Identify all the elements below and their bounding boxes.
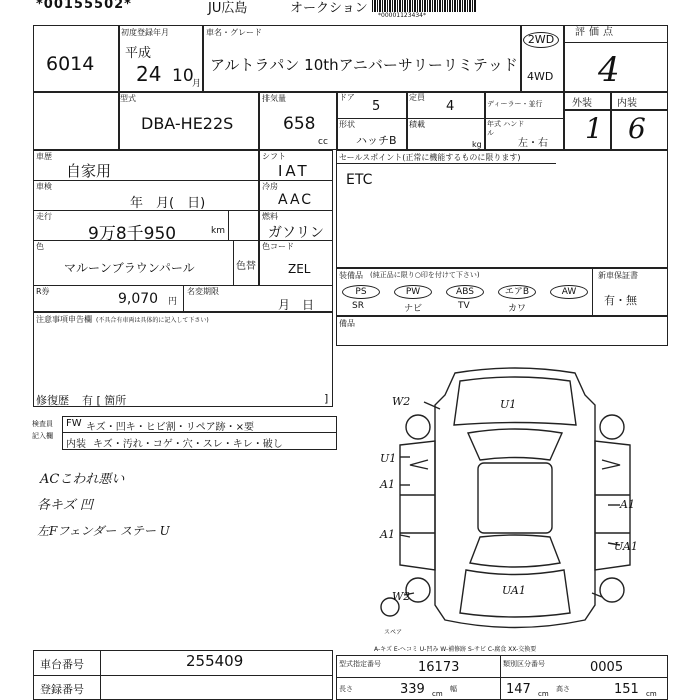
equipment-ps: PS (342, 285, 380, 299)
damage-mark-a1-right-rear: UA1 (614, 540, 638, 553)
inspection-value: 年 月( 日) (130, 196, 206, 211)
serial-number: *00155502* (36, 0, 132, 12)
usage-label: 車歴 (36, 152, 52, 161)
damage-legend: A-キズ E-ヘコミ U-凹み W-補修跡 S-サビ C-腐食 XX-交換要 (374, 646, 537, 653)
equipment-pw: PW (394, 285, 432, 299)
barcode (372, 0, 476, 12)
registration-number-label: 登録番号 (40, 683, 84, 696)
color-label: 色 (36, 242, 44, 251)
height-label: 高さ (556, 685, 570, 693)
fuel-value: ガソリン (268, 225, 324, 241)
fuel-label: 燃料 (262, 212, 278, 221)
body-shape-label: 形状 (339, 120, 355, 129)
damage-mark-ua1-rear: UA1 (502, 584, 526, 597)
inspector-label-top: 検査員 (32, 420, 53, 428)
damage-mark-a1-left-rear: A1 (380, 528, 395, 541)
equipment-leather: カワ (508, 304, 527, 314)
mileage-value: 9万8千950 (88, 224, 177, 244)
extras-box (336, 316, 668, 346)
class-number: 0005 (590, 660, 624, 675)
model-code: DBA-HE22S (141, 114, 234, 133)
width-unit: cm (538, 690, 549, 698)
extras-label: 備品 (339, 319, 355, 328)
registration-month-suffix: 月 (192, 79, 202, 89)
name-change-value: 月 日 (278, 298, 315, 312)
chassis-label: 車台番号 (40, 658, 84, 671)
shift-value: IAT (278, 162, 310, 180)
exterior-label: 外装 (572, 98, 592, 109)
score-value: 4 (598, 50, 620, 90)
sales-point-label: セールスポイント(正常に機能するものに限ります) (339, 153, 521, 162)
equipment-tv: TV (458, 301, 470, 311)
lot-number: 6014 (46, 53, 95, 75)
color-value: マルーンブラウンパール (64, 261, 195, 275)
doors-value: 5 (372, 99, 381, 114)
handle-value: 左・右 (518, 138, 548, 149)
recycle-unit: 円 (168, 297, 178, 307)
exterior-score: 1 (585, 112, 603, 145)
length-value: 339 (400, 682, 425, 697)
damage-mark-u1-hood: U1 (500, 398, 517, 411)
spare-label: スペア (384, 629, 403, 636)
usage-value: 自家用 (66, 162, 112, 180)
recycle-label: R券 (36, 287, 50, 296)
shift-label: シフト (262, 152, 286, 161)
interior-label: 内装 (617, 98, 637, 109)
body-shape-value: ハッチB (356, 134, 397, 147)
displacement-label: 排気量 (262, 94, 286, 103)
name-change-label: 名変期限 (187, 287, 219, 296)
width-label: 幅 (450, 685, 457, 693)
length-unit: cm (432, 690, 443, 698)
auction-name: JU広島 (208, 1, 248, 16)
recycle-value: 9,070 (118, 291, 159, 307)
score-label: 評価点 (575, 27, 617, 38)
displacement-value: 658 (283, 114, 316, 134)
registration-label: 初度登録年月 (121, 28, 169, 37)
sales-point-box (336, 150, 668, 268)
damage-mark-w2-front: W2 (392, 395, 411, 408)
cert-label: 型式指定番号 (339, 660, 381, 668)
handle-label: 年式 ハンドル (487, 120, 525, 137)
interior-score: 6 (628, 112, 646, 145)
damage-mark-a1-left: A1 (380, 478, 395, 491)
equipment-airbag: エアB (498, 285, 536, 299)
ac-value: AAC (278, 192, 314, 208)
equipment-sr: SR (352, 301, 364, 311)
height-value: 151 (614, 682, 639, 697)
manual-label: 新車保証書 (598, 271, 638, 280)
header-title: オークション (290, 1, 368, 16)
registration-month: 10 (172, 66, 194, 86)
registration-era: 平成 (125, 46, 152, 61)
equipment-sub: (純正品に限り○印を付けて下さい) (370, 271, 480, 279)
handwritten-note-2: 各キズ 凹 (37, 498, 93, 513)
color-change-label: 色替 (236, 261, 256, 272)
color-code-label: 色コード (262, 242, 294, 251)
width-value: 147 (506, 682, 531, 697)
inspector-label-bottom: 記入欄 (32, 432, 53, 440)
length-label: 長さ (339, 685, 353, 693)
handwritten-note-3: 左Fフェンダー ステー U (37, 524, 170, 538)
class-label: 類別区分番号 (503, 660, 545, 668)
equipment-label: 装備品 (339, 271, 363, 280)
ac-label: 冷房 (262, 182, 278, 191)
load-label: 積載 (409, 120, 425, 129)
equipment-navi: ナビ (404, 304, 423, 314)
inspector-row2: キズ・汚れ・コゲ・穴・スレ・キレ・破し (93, 439, 283, 450)
dealer-label: ディーラー・並行 (487, 100, 543, 108)
drive-2wd: 2WD (523, 32, 559, 48)
inspector-row1: キズ・凹キ・ヒビ割・リペア跡・×要 (86, 422, 254, 433)
color-code-value: ZEL (288, 262, 311, 276)
damage-mark-u1-left: U1 (380, 452, 397, 465)
inspector-row1-tag: FW (66, 418, 82, 429)
cert-number: 16173 (418, 660, 460, 675)
model-label: 型式 (120, 94, 136, 103)
damage-mark-a1-right: A1 (620, 498, 635, 511)
manual-value: 有・無 (604, 294, 637, 307)
notes-label: 注意事項申告欄 (36, 315, 92, 324)
displacement-unit: cc (318, 137, 328, 147)
barcode-text: *00001123434* (378, 12, 426, 19)
handwritten-note-1: ACこわれ悪い (40, 472, 125, 487)
mileage-unit: km (211, 226, 225, 236)
repair-label: 修復歴 (36, 394, 69, 407)
repair-close: ] (324, 392, 329, 405)
seats-value: 4 (446, 99, 455, 114)
inspection-label: 車検 (36, 182, 52, 191)
registration-year: 24 (136, 62, 162, 86)
damage-mark-ua1-left-rear: W2 (392, 590, 411, 603)
drive-4wd: 4WD (527, 70, 554, 83)
notes-sub: (不具合有車両は具体的に記入して下さい) (96, 317, 209, 324)
repair-value: 有 [ 箇所 (82, 394, 127, 407)
mileage-label: 走行 (36, 212, 52, 221)
inspector-row2-tag: 内装 (66, 439, 86, 450)
sales-point-value: ETC (346, 172, 373, 188)
doors-label: ドア (339, 93, 355, 102)
seats-label: 定員 (409, 93, 425, 102)
load-unit: kg (472, 140, 482, 149)
height-unit: cm (646, 690, 657, 698)
notes-box (33, 312, 333, 407)
equipment-abs: ABS (446, 285, 484, 299)
chassis-number: 255409 (186, 652, 244, 670)
equipment-aw: AW (550, 285, 588, 299)
car-name: アルトラパン 10thアニバーサリーリミテッド (210, 56, 518, 74)
car-name-label: 車名・グレード (206, 28, 262, 37)
